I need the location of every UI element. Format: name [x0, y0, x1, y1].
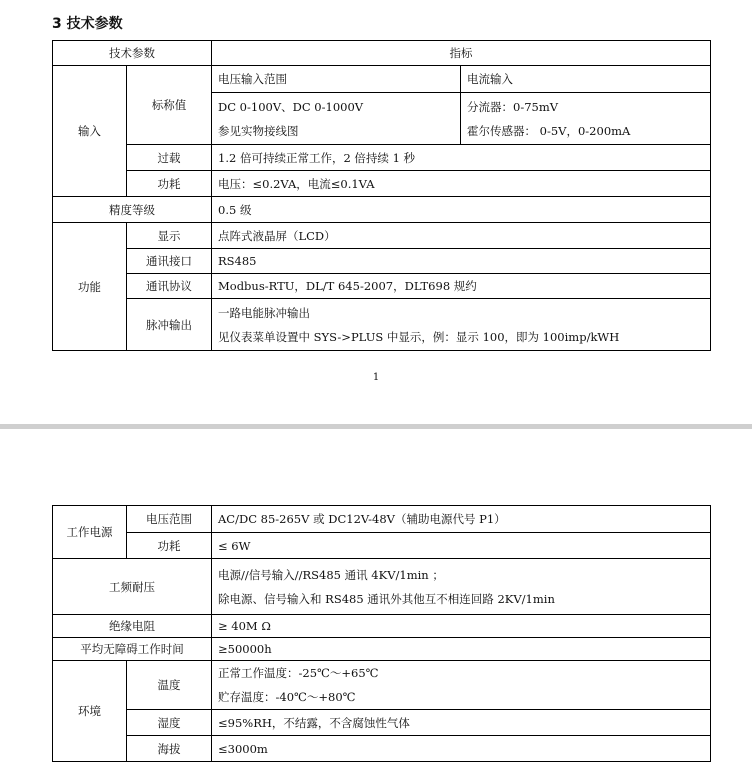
temperature-label: 温度 — [127, 661, 212, 710]
mtbf-label: 平均无障碍工作时间 — [53, 638, 212, 661]
altitude-label: 海拔 — [127, 736, 212, 762]
pulse-label: 脉冲输出 — [127, 299, 212, 351]
section-title: 3 技术参数 — [52, 16, 123, 32]
table-row — [53, 145, 711, 171]
temperature-line-1: 正常工作温度：-25℃～+65℃ — [218, 666, 379, 680]
spec-table-power-environment — [52, 505, 711, 762]
temperature-line-2: 贮存温度：-40℃～+80℃ — [218, 690, 356, 704]
pulse-value — [212, 299, 711, 351]
header-spec: 指标 — [212, 41, 711, 66]
table-row — [53, 41, 711, 66]
current-input-title: 电流输入 — [461, 66, 711, 93]
current-input-value — [461, 93, 711, 145]
table-row — [53, 506, 711, 533]
function-label: 功能 — [53, 223, 127, 351]
altitude-value: ≤3000m — [212, 736, 711, 762]
humidity-label: 湿度 — [127, 710, 212, 736]
table-row — [53, 736, 711, 762]
table-row — [53, 66, 711, 93]
power-label: 功耗 — [127, 171, 212, 197]
humidity-value: ≤95%RH，不结露，不含腐蚀性气体 — [212, 710, 711, 736]
pulse-line-1: 一路电能脉冲输出 — [218, 305, 310, 320]
accuracy-label: 精度等级 — [53, 197, 212, 223]
temperature-value — [212, 661, 711, 710]
table-row — [53, 710, 711, 736]
table-row — [53, 299, 711, 351]
consumption-label: 功耗 — [127, 533, 212, 559]
page-break-divider — [0, 424, 752, 429]
protocol-value: Modbus-RTU，DL/T 645-2007，DLT698 规约 — [212, 274, 711, 299]
consumption-value: ≤ 6W — [212, 533, 711, 559]
table-row — [53, 615, 711, 638]
voltage-range-label: 电压范围 — [127, 506, 212, 533]
spec-table-input-function — [52, 40, 711, 351]
current-line-1: 分流器：0-75mV — [467, 99, 559, 114]
table-row — [53, 638, 711, 661]
withstand-line-2: 除电源、信号输入和 RS485 通讯外其他互不相连回路 2KV/1min — [218, 591, 555, 606]
voltage-line-2: 参见实物接线图 — [218, 123, 299, 138]
table-row — [53, 197, 711, 223]
protocol-label: 通讯协议 — [127, 274, 212, 299]
overload-value: 1.2 倍可持续正常工作，2 倍持续 1 秒 — [212, 145, 711, 171]
voltage-range-value — [212, 93, 461, 145]
voltage-line-1: DC 0-100V、DC 0-1000V — [218, 99, 364, 114]
voltage-range-title: 电压输入范围 — [212, 66, 461, 93]
overload-label: 过载 — [127, 145, 212, 171]
interface-label: 通讯接口 — [127, 249, 212, 274]
mtbf-value: ≥50000h — [212, 638, 711, 661]
table-row — [53, 533, 711, 559]
table-row — [53, 661, 711, 710]
header-param: 技术参数 — [53, 41, 212, 66]
page-number: 1 — [372, 372, 380, 383]
input-label: 输入 — [53, 66, 127, 197]
interface-value: RS485 — [212, 249, 711, 274]
voltage-range-value: AC/DC 85-265V 或 DC12V-48V（辅助电源代号 P1） — [212, 506, 711, 533]
environment-label: 环境 — [53, 661, 127, 762]
withstand-label: 工频耐压 — [53, 559, 212, 615]
withstand-value — [212, 559, 711, 615]
insulation-value: ≥ 40M Ω — [212, 615, 711, 638]
display-value: 点阵式液晶屏（LCD） — [212, 223, 711, 249]
display-label: 显示 — [127, 223, 212, 249]
table-row — [53, 249, 711, 274]
current-line-2: 霍尔传感器： 0-5V，0-200mA — [467, 123, 631, 138]
table-row — [53, 274, 711, 299]
pulse-line-2: 见仪表菜单设置中 SYS->PLUS 中显示，例：显示 100，即为 100imp/kWH — [218, 329, 620, 344]
insulation-label: 绝缘电阻 — [53, 615, 212, 638]
table-row — [53, 559, 711, 615]
accuracy-value: 0.5 级 — [212, 197, 711, 223]
withstand-line-1: 电源//信号输入//RS485 通讯 4KV/1min ； — [218, 567, 444, 582]
table-row — [53, 223, 711, 249]
table-row — [53, 171, 711, 197]
power-supply-label: 工作电源 — [53, 506, 127, 559]
rated-label: 标称值 — [127, 66, 212, 145]
power-value: 电压：≤0.2VA，电流≤0.1VA — [212, 171, 711, 197]
